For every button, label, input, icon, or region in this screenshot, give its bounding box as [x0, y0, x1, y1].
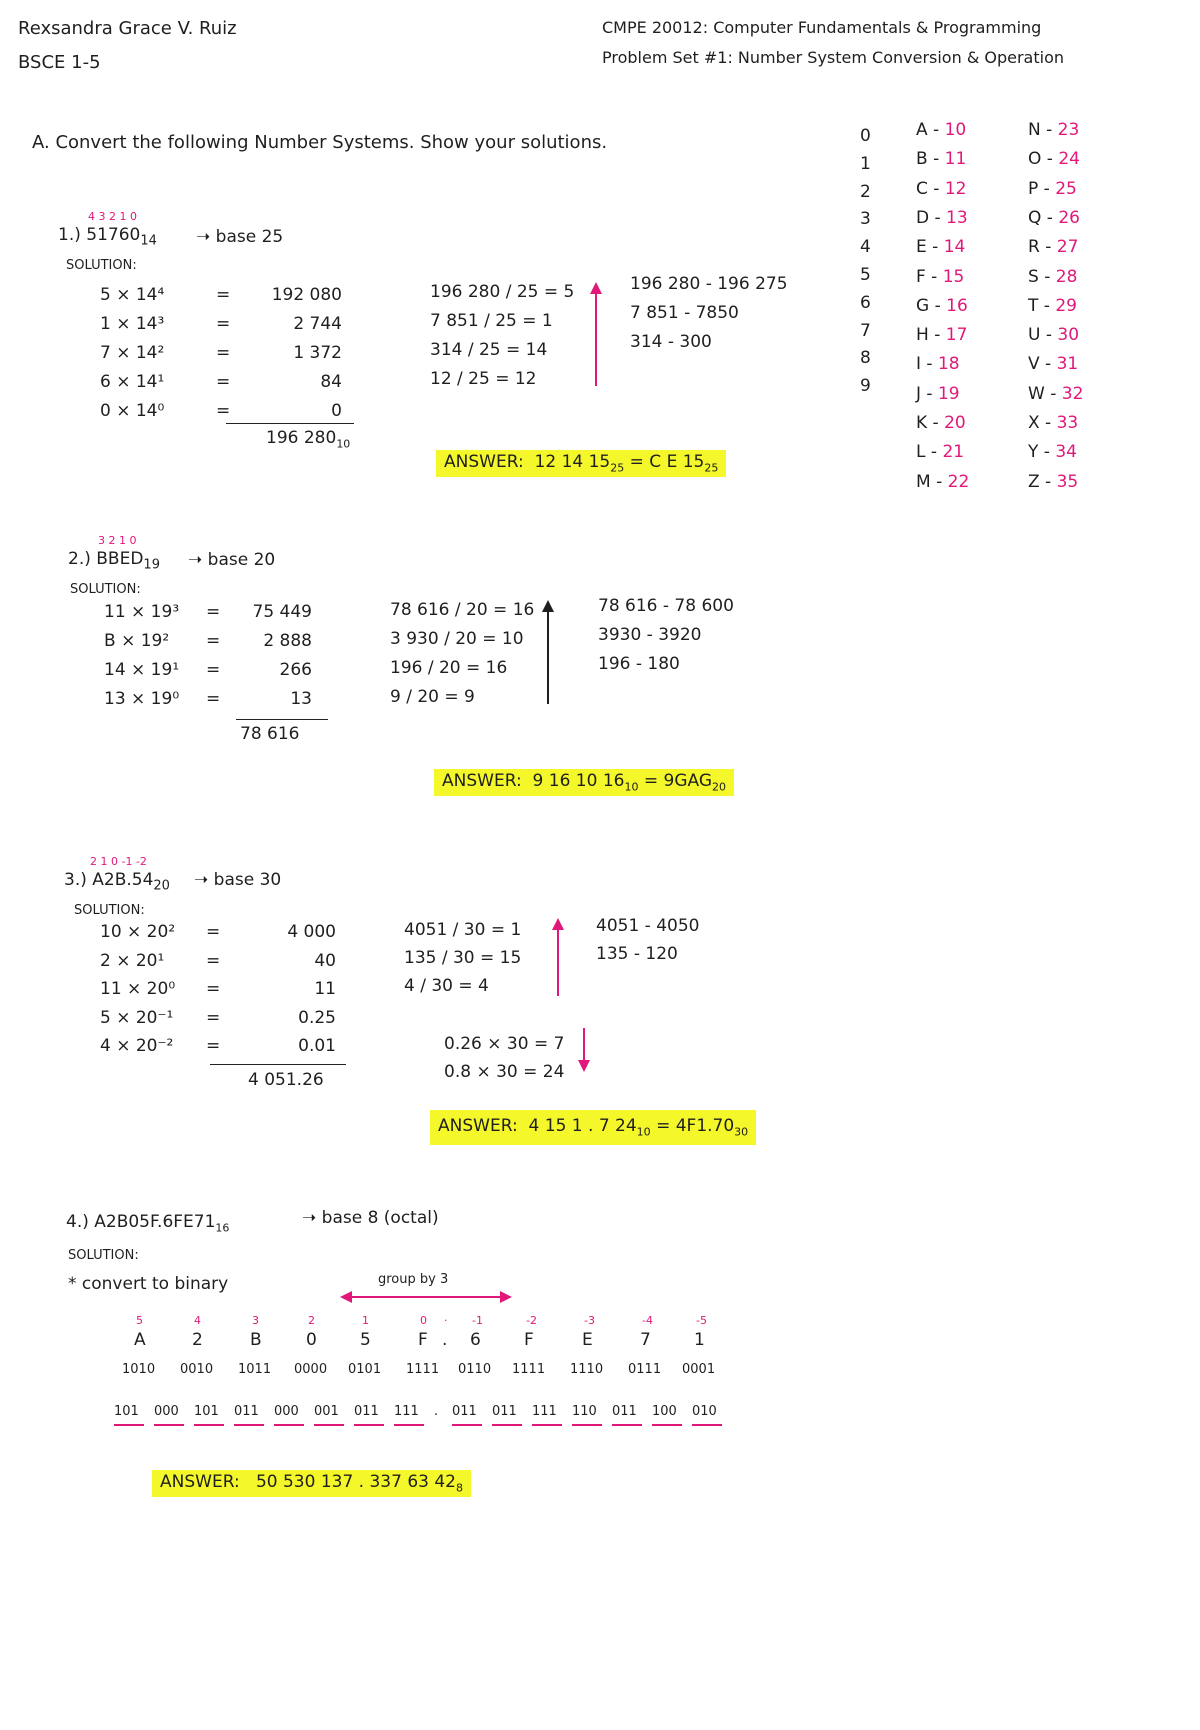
- chart-letter: X: [1028, 413, 1040, 433]
- octal-group: 111: [394, 1404, 419, 1419]
- p1-number: 1.) $51760_{14}$: [58, 225, 157, 249]
- p3-answer: ANSWER: 4 15 1 . 7 $24_{10} = 4F1.70_{30}$: [430, 1110, 756, 1145]
- chart-letter: O: [1028, 149, 1042, 170]
- chart-value: 10: [944, 120, 967, 140]
- remainder-step: 196 280 - 196 275: [630, 274, 788, 294]
- p4-group-arrow: [340, 1290, 512, 1304]
- chart-row: I - 18: [916, 354, 960, 375]
- binary-nibble: 1010: [122, 1362, 156, 1377]
- chart-value: 24: [1058, 149, 1080, 170]
- chart-letter: Y: [1028, 442, 1039, 463]
- chart-row: F - 15: [916, 266, 965, 287]
- hex-digit: 6: [470, 1330, 481, 1350]
- chart-letter: I: [916, 354, 922, 375]
- chart-row: L - 21: [916, 442, 965, 463]
- chart-letter: J: [916, 383, 922, 404]
- product-value: 13: [290, 689, 312, 709]
- chart-value: 30: [1057, 325, 1080, 346]
- multiply-term: 6 × 14¹: [100, 372, 165, 392]
- chart-row: O - 24: [1028, 149, 1080, 170]
- position-index: -2: [526, 1314, 537, 1327]
- octal-group: 111: [532, 1404, 557, 1419]
- remainder-step: 314 - 300: [630, 332, 712, 352]
- chart-value: 21: [942, 442, 965, 463]
- chart-value: 17: [945, 325, 968, 346]
- equals-sign: =: [216, 401, 231, 421]
- p1-sum: 196 $280_{10}$: [266, 428, 351, 451]
- chart-letter: T: [1028, 295, 1039, 316]
- chart-value: 19: [937, 383, 960, 404]
- chart-letter: A: [916, 120, 928, 140]
- division-step: 135 / 30 = 15: [404, 948, 522, 968]
- octal-group: 001: [314, 1404, 339, 1419]
- chart-digit: 6: [860, 292, 871, 313]
- p4-group-label: group by 3: [378, 1272, 449, 1287]
- chart-value: 33: [1056, 413, 1079, 433]
- multiply-term: 5 × 14⁴: [100, 285, 165, 305]
- chart-row: M - 22: [916, 471, 970, 492]
- position-index: -3: [584, 1314, 595, 1327]
- hex-digit: B: [250, 1330, 262, 1350]
- division-step: 3 930 / 20 = 10: [390, 629, 524, 649]
- multiply-term: 2 × 20¹: [100, 950, 165, 971]
- p1-positions: 4 3 2 1 0: [88, 210, 137, 223]
- product-value: 2 744: [293, 314, 342, 334]
- chart-row: E - 14: [916, 237, 966, 258]
- chart-row: R - 27: [1028, 237, 1079, 258]
- course-title: CMPE 20012: Computer Fundamentals & Programming: [602, 18, 1042, 37]
- p1-answer: ANSWER: 12 14 $15_{25} = C$ E $15_{25}$: [436, 450, 726, 477]
- binary-nibble: 1011: [238, 1362, 272, 1377]
- remainder-step: 3930 - 3920: [598, 625, 702, 645]
- hex-digit: A: [134, 1330, 146, 1350]
- position-index: -4: [642, 1314, 653, 1327]
- group-underline: [612, 1424, 642, 1426]
- p4-solution-label: SOLUTION:: [68, 1248, 139, 1263]
- octal-group: 011: [492, 1404, 517, 1419]
- octal-group: 000: [274, 1404, 299, 1419]
- chart-value: 14: [943, 237, 966, 258]
- position-index: 3: [252, 1314, 259, 1327]
- position-index: 0: [420, 1314, 427, 1327]
- division-step: 196 / 20 = 16: [390, 658, 508, 678]
- group-underline: [314, 1424, 344, 1426]
- equals-sign: =: [206, 631, 221, 651]
- octal-group: 011: [612, 1404, 637, 1419]
- binary-nibble: 1111: [512, 1362, 546, 1377]
- chart-digit: 9: [860, 376, 871, 397]
- octal-group: 011: [234, 1404, 259, 1419]
- chart-value: 15: [942, 266, 965, 287]
- instruction: A. Convert the following Number Systems. Show your solutions.: [32, 132, 608, 153]
- multiply-term: 4 × 20⁻²: [100, 1036, 174, 1056]
- chart-digit: 5: [860, 265, 871, 285]
- chart-value: 27: [1056, 237, 1079, 258]
- equals-sign: =: [206, 1007, 221, 1028]
- chart-letter: D: [916, 207, 930, 228]
- chart-row: S - 28: [1028, 266, 1078, 287]
- hex-digit: 5: [360, 1330, 371, 1350]
- group-underline: [572, 1424, 602, 1426]
- chart-letter: G: [916, 295, 930, 316]
- chart-row: J - 19: [916, 383, 960, 404]
- p2-number: 2.) $BBED_{19}$: [68, 549, 160, 573]
- equals-sign: =: [216, 314, 231, 334]
- hex-digit: F: [418, 1330, 428, 1350]
- product-value: 11: [314, 979, 336, 999]
- product-value: 40: [314, 950, 336, 971]
- hex-digit: E: [582, 1330, 593, 1350]
- equals-sign: =: [206, 1036, 221, 1056]
- group-underline: [154, 1424, 184, 1426]
- equals-sign: =: [206, 922, 221, 942]
- p2-answer: ANSWER: 9 16 10 $16_{10} = 9GAG_{20}$: [434, 769, 734, 796]
- position-index: 1: [362, 1314, 369, 1327]
- equals-sign: =: [206, 689, 221, 709]
- octal-group: 011: [354, 1404, 379, 1419]
- division-step: 196 280 / 25 = 5: [430, 282, 575, 302]
- multiply-term: 11 × 19³: [104, 602, 180, 622]
- multiply-term: 0 × 14⁰: [100, 401, 165, 421]
- octal-group: 100: [652, 1404, 677, 1419]
- hex-digit: 0: [306, 1330, 317, 1350]
- multiply-term: 14 × 19¹: [104, 660, 180, 680]
- multiply-term: 5 × 20⁻¹: [100, 1007, 174, 1028]
- equals-sign: =: [206, 660, 221, 680]
- chart-letter: R: [1028, 237, 1040, 258]
- binary-nibble: 0101: [348, 1362, 382, 1377]
- group-underline: [652, 1424, 682, 1426]
- remainder-step: 135 - 120: [596, 944, 678, 964]
- p3-sum-line: [210, 1064, 346, 1065]
- division-step: 7 851 / 25 = 1: [430, 311, 553, 331]
- position-index: 2: [308, 1314, 315, 1327]
- chart-row: W - 32: [1028, 383, 1084, 404]
- chart-value: 34: [1055, 442, 1077, 463]
- chart-row: N - 23: [1028, 120, 1080, 140]
- chart-row: Y - 34: [1028, 442, 1077, 463]
- position-index: -1: [472, 1314, 483, 1327]
- p3-sum: 4 051.26: [248, 1070, 324, 1090]
- division-step: 314 / 25 = 14: [430, 340, 548, 360]
- multiply-term: 7 × 14²: [100, 343, 165, 363]
- chart-value: 11: [944, 149, 967, 170]
- binary-nibble: 1110: [570, 1362, 604, 1377]
- product-value: 1 372: [293, 343, 342, 363]
- hex-digit: F: [524, 1330, 534, 1350]
- chart-row: P - 25: [1028, 178, 1077, 199]
- chart-value: 20: [944, 413, 966, 433]
- chart-value: 29: [1055, 295, 1077, 316]
- group-underline: [532, 1424, 562, 1426]
- chart-row: Z - 35: [1028, 471, 1079, 492]
- binary-nibble: 0110: [458, 1362, 492, 1377]
- chart-letter: C: [916, 178, 928, 199]
- binary-nibble: 1111: [406, 1362, 440, 1377]
- chart-letter: P: [1028, 178, 1039, 199]
- position-index: ·: [444, 1314, 448, 1327]
- chart-letter: H: [916, 325, 929, 346]
- binary-nibble: 0111: [628, 1362, 662, 1377]
- chart-value: 18: [937, 354, 960, 375]
- octal-group: 000: [154, 1404, 179, 1419]
- octal-group: 010: [692, 1404, 717, 1419]
- chart-letter: S: [1028, 266, 1039, 287]
- student-section: BSCE 1-5: [18, 52, 101, 73]
- remainder-step: 78 616 - 78 600: [598, 596, 734, 616]
- product-value: 84: [320, 372, 342, 392]
- equals-sign: =: [206, 950, 221, 971]
- chart-row: A - 10: [916, 120, 967, 140]
- chart-letter: Q: [1028, 207, 1042, 228]
- chart-digit: 3: [860, 209, 871, 230]
- group-underline: [234, 1424, 264, 1426]
- remainder-step: 196 - 180: [598, 654, 680, 674]
- p2-target: ➝ base 20: [188, 550, 276, 570]
- group-underline: [194, 1424, 224, 1426]
- chart-letter: N: [1028, 120, 1041, 140]
- chart-digit: 7: [860, 320, 871, 341]
- multiply-term: 11 × 20⁰: [100, 979, 176, 999]
- chart-letter: U: [1028, 325, 1041, 346]
- chart-row: X - 33: [1028, 413, 1079, 433]
- hex-digit: 1: [694, 1330, 705, 1350]
- group-underline: [394, 1424, 424, 1426]
- chart-row: G - 16: [916, 295, 968, 316]
- p3-target: ➝ base 30: [194, 870, 282, 890]
- p2-up-arrow: [542, 600, 554, 706]
- octal-group: 011: [452, 1404, 477, 1419]
- product-value: 0: [331, 401, 342, 421]
- p3-number: 3.) $A2B.54_{20}$: [64, 870, 170, 894]
- chart-value: 22: [947, 471, 970, 492]
- product-value: 75 449: [252, 602, 312, 622]
- p3-up-arrow: [552, 918, 564, 998]
- product-value: 4 000: [287, 922, 336, 942]
- chart-letter: Z: [1028, 471, 1040, 492]
- p2-positions: 3 2 1 0: [98, 534, 137, 547]
- student-name: Rexsandra Grace V. Ruiz: [18, 18, 237, 39]
- product-value: 192 080: [271, 285, 342, 305]
- equals-sign: =: [216, 372, 231, 392]
- chart-row: Q - 26: [1028, 207, 1080, 228]
- multiply-term: 13 × 19⁰: [104, 689, 180, 709]
- group-underline: [354, 1424, 384, 1426]
- equals-sign: =: [216, 343, 231, 363]
- division-step: 9 / 20 = 9: [390, 687, 475, 707]
- chart-digit: 0: [860, 126, 871, 146]
- octal-group: 110: [572, 1404, 597, 1419]
- product-value: 0.01: [298, 1036, 336, 1056]
- binary-nibble: 0010: [180, 1362, 214, 1377]
- chart-value: 31: [1056, 354, 1079, 375]
- p3-down-arrow: [578, 1028, 590, 1074]
- equals-sign: =: [206, 602, 221, 622]
- chart-row: C - 12: [916, 178, 967, 199]
- fraction-step: 0.26 × 30 = 7: [444, 1034, 565, 1054]
- chart-letter: W: [1028, 383, 1045, 404]
- radix-point: .: [434, 1404, 439, 1419]
- product-value: 0.25: [298, 1007, 336, 1028]
- product-value: 266: [279, 660, 312, 680]
- chart-row: K - 20: [916, 413, 966, 433]
- chart-digit: 8: [860, 348, 871, 369]
- fraction-step: 0.8 × 30 = 24: [444, 1062, 565, 1082]
- division-step: 4051 / 30 = 1: [404, 920, 522, 940]
- product-value: 2 888: [263, 631, 312, 651]
- chart-row: U - 30: [1028, 325, 1080, 346]
- chart-digit: 4: [860, 237, 871, 258]
- chart-letter: K: [916, 413, 928, 433]
- p2-solution-label: SOLUTION:: [70, 582, 141, 597]
- chart-digit: 1: [860, 153, 871, 174]
- chart-row: H - 17: [916, 325, 968, 346]
- chart-letter: B: [916, 149, 928, 170]
- group-underline: [692, 1424, 722, 1426]
- position-index: 4: [194, 1314, 201, 1327]
- chart-value: 28: [1055, 266, 1078, 287]
- chart-value: 26: [1058, 207, 1080, 228]
- problem-set-title: Problem Set #1: Number System Conversion & Operation: [602, 48, 1065, 67]
- chart-value: 25: [1055, 178, 1077, 199]
- p1-sum-line: [226, 423, 354, 424]
- chart-row: T - 29: [1028, 295, 1077, 316]
- chart-letter: E: [916, 237, 927, 258]
- binary-nibble: 0001: [682, 1362, 716, 1377]
- hex-digit: .: [442, 1330, 448, 1350]
- equals-sign: =: [216, 285, 231, 305]
- position-index: 5: [136, 1314, 143, 1327]
- p4-number: 4.) $A2B05F.6FE71_{16}$: [66, 1212, 230, 1235]
- multiply-term: 10 × 20²: [100, 922, 176, 942]
- octal-group: 101: [114, 1404, 139, 1419]
- p4-target: ➝ base 8 (octal): [302, 1208, 439, 1228]
- p1-target: ➝ base 25: [196, 227, 284, 247]
- chart-letter: L: [916, 442, 926, 463]
- hex-digit: 2: [192, 1330, 203, 1350]
- position-index: -5: [696, 1314, 707, 1327]
- chart-value: 35: [1056, 471, 1079, 492]
- remainder-step: 4051 - 4050: [596, 916, 700, 936]
- p3-solution-label: SOLUTION:: [74, 903, 145, 918]
- group-underline: [274, 1424, 304, 1426]
- hex-digit: 7: [640, 1330, 651, 1350]
- chart-value: 32: [1061, 383, 1084, 404]
- division-step: 78 616 / 20 = 16: [390, 600, 535, 620]
- chart-value: 12: [944, 178, 967, 199]
- group-underline: [452, 1424, 482, 1426]
- p1-up-arrow: [590, 282, 602, 388]
- p2-sum-line: [236, 719, 328, 720]
- p2-sum: 78 616: [240, 724, 300, 744]
- chart-value: 23: [1057, 120, 1080, 140]
- equals-sign: =: [206, 979, 221, 999]
- group-underline: [114, 1424, 144, 1426]
- chart-row: D - 13: [916, 207, 968, 228]
- group-underline: [492, 1424, 522, 1426]
- multiply-term: 1 × 14³: [100, 314, 165, 334]
- octal-group: 101: [194, 1404, 219, 1419]
- chart-letter: V: [1028, 354, 1040, 375]
- chart-row: V - 31: [1028, 354, 1079, 375]
- chart-letter: M: [916, 471, 931, 492]
- chart-letter: F: [916, 266, 926, 287]
- chart-row: B - 11: [916, 149, 967, 170]
- p4-step: * convert to binary: [68, 1274, 229, 1294]
- chart-digit: 2: [860, 181, 871, 202]
- p4-answer: ANSWER: 50 530 137 . 337 63 $42_8$: [152, 1470, 471, 1497]
- chart-value: 13: [946, 207, 968, 228]
- p3-positions: 2 1 0 -1 -2: [90, 855, 147, 868]
- binary-nibble: 0000: [294, 1362, 328, 1377]
- remainder-step: 7 851 - 7850: [630, 303, 739, 323]
- division-step: 12 / 25 = 12: [430, 369, 537, 389]
- multiply-term: B × 19²: [104, 631, 170, 651]
- p1-solution-label: SOLUTION:: [66, 258, 137, 273]
- chart-value: 16: [946, 295, 968, 316]
- division-step: 4 / 30 = 4: [404, 976, 489, 996]
